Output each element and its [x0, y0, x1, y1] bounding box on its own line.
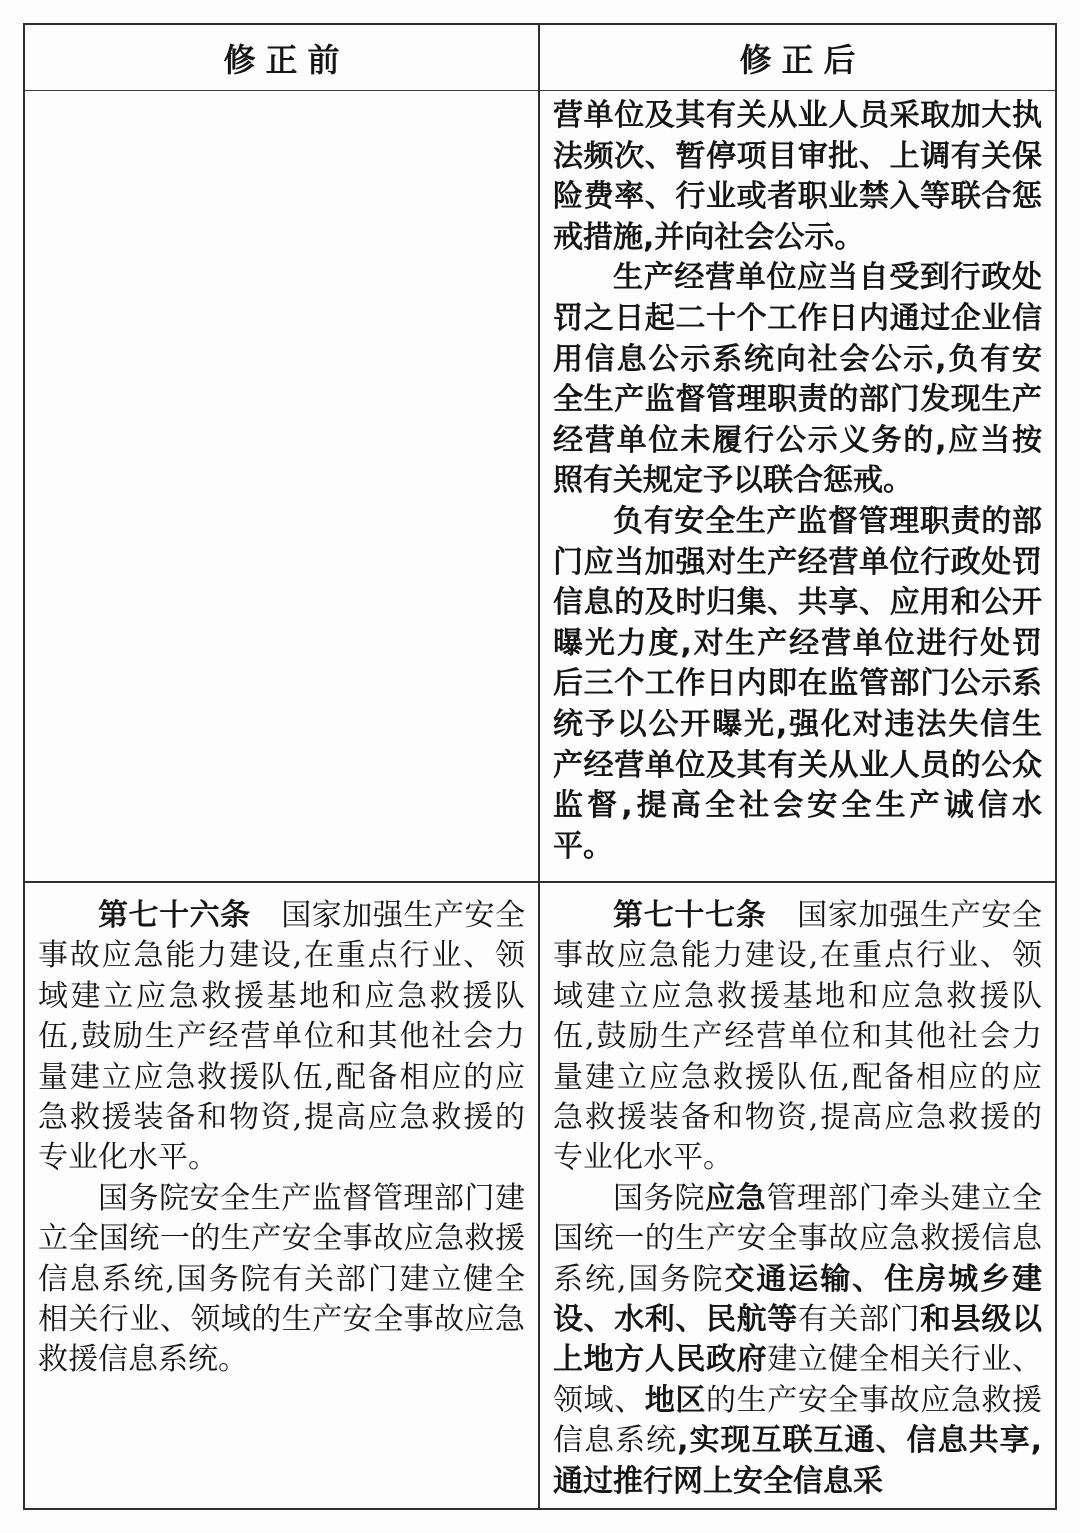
amended-text-run: 交通运输、住房城乡建设、水利、民航等	[553, 1261, 1042, 1338]
header-cell-after: 修正后	[540, 25, 1055, 91]
cell-row2-after-text	[540, 883, 1055, 1508]
amended-text-run: 和县级以上地方人民政府	[553, 1302, 1043, 1378]
cell-row2-before-text	[25, 883, 540, 1508]
header-cell-before: 修正前	[25, 25, 540, 91]
amended-text-run: 第七十六条	[98, 898, 251, 933]
text-run: 管理部门牵头建立全国统一的生产安全事故应急救援信息系统,国务院	[553, 1180, 1043, 1297]
cell-row1-before-empty	[25, 91, 540, 883]
text-run: 国家加强生产安全事故应急能力建设,在重点行业、领域建立应急救援基地和应急救援队伍,鼓励生产经营单位和其他社会力量建立应急救援队伍,配备相应的应急救援装备和物资,提高应急救援的专业化水平。	[38, 898, 526, 1176]
paragraph	[38, 1179, 525, 1381]
paragraph	[38, 896, 525, 1179]
paragraph	[553, 1179, 1042, 1502]
text-run: 的生产安全事故应急救援信息系统	[553, 1382, 1043, 1459]
paragraph	[553, 502, 1042, 867]
amended-text-run: 营单位及其有关从业人员采取加大执法频次、暂停项目审批、上调有关保险费率、行业或者职业禁入等联合惩戒措施,并向社会公示。	[553, 98, 1042, 255]
text-run: 国家加强生产安全事故应急能力建设,在重点行业、领域建立应急救援基地和应急救援队伍,鼓励生产经营单位和其他社会力量建立应急救援队伍,配备相应的应急救援装备和物资,提高应急救援的专业化水平。	[553, 898, 1043, 1176]
comparison-table	[23, 23, 1057, 1510]
text-run: 有关部门	[797, 1302, 921, 1338]
amended-text-run: 应急	[705, 1180, 767, 1216]
cell-row1-after-text	[540, 91, 1055, 883]
text-run: 国务院安全生产监督管理部门建立全国统一的生产安全事故应急救援信息系统,国务院有关部门建立健全相关行业、领域的生产安全事故应急救援信息系统。	[38, 1180, 525, 1378]
paragraph	[553, 258, 1042, 502]
amended-text-run: 生产经营单位应当自受到行政处罚之日起二十个工作日内通过企业信用信息公示系统向社会公示,负有安全生产监督管理职责的部门发现生产经营单位未履行公示义务的,应当按照有关规定予以联合惩戒。	[553, 260, 1042, 499]
amended-text-run: 负有安全生产监督管理职责的部门应当加强对生产经营单位行政处罚信息的及时归集、共享、应用和公开曝光力度,对生产经营单位进行处罚后三个工作日内即在监管部门公示系统予以公开曝光,强化对违法失信生产经营单位及其有关从业人员的公众监督,提高全社会安全生产诚信水平。	[553, 503, 1042, 864]
amended-text-run: 第七十七条	[613, 898, 767, 933]
text-run: 建立健全相关行业、领域、	[553, 1342, 1043, 1418]
amended-text-run: 地区	[644, 1382, 707, 1418]
text-run: 国务院	[613, 1180, 706, 1216]
paragraph	[553, 896, 1042, 1179]
amended-text-run: ,实现互联互通、信息共享,通过推行网上安全信息采	[553, 1423, 1043, 1499]
paragraph	[553, 96, 1042, 258]
